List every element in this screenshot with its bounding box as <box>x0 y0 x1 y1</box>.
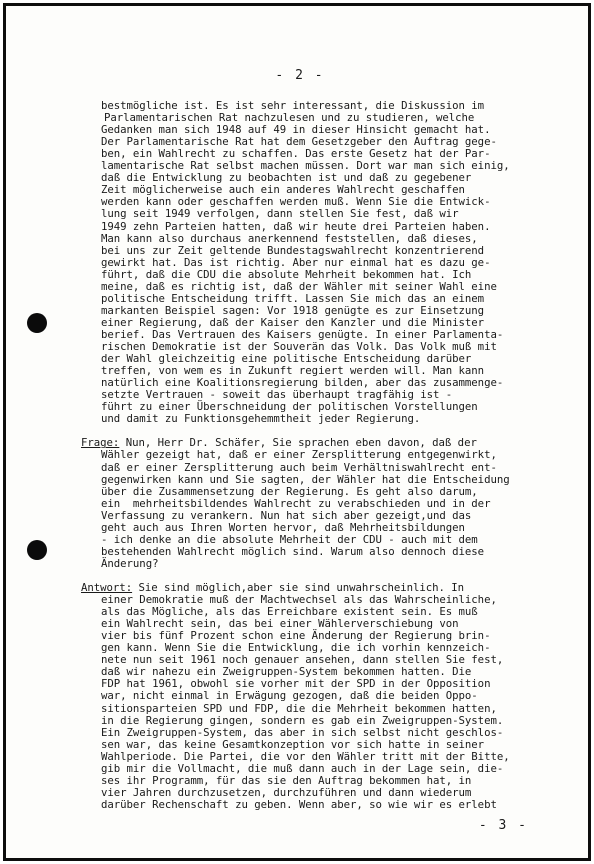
text-line <box>101 329 503 340</box>
text-line <box>101 630 490 641</box>
text-line <box>101 642 490 653</box>
text-line <box>101 353 471 364</box>
line-text: einer Demokratie muß der Machtwechsel als das Wahrscheinliche, <box>101 593 497 607</box>
text-line <box>101 486 478 497</box>
text-line <box>101 534 478 545</box>
text-line <box>101 305 484 316</box>
line-text: Parlamentarischen Rat nachzulesen und zu studieren, welche <box>104 111 475 125</box>
text-line <box>101 365 484 376</box>
text-line <box>101 751 510 762</box>
text-line <box>104 112 474 123</box>
text-line <box>101 546 484 557</box>
text-line <box>101 666 471 677</box>
text-line <box>101 510 471 521</box>
text-line <box>101 413 420 424</box>
text-line <box>101 775 471 786</box>
text-line <box>101 727 503 738</box>
text-line <box>101 293 484 304</box>
line-text: ein Wahlrecht sein, das bei einer Wählerverschiebung von <box>101 617 459 631</box>
line-text: - ich denke an die absolute Mehrheit der CDU - auch mit dem <box>101 532 478 546</box>
text-line <box>101 100 484 111</box>
text-line <box>101 341 497 352</box>
text-line <box>101 317 484 328</box>
text-line <box>81 582 464 593</box>
text-line <box>101 184 465 195</box>
line-text: über die Zusammensetzung der Regierung. Es geht also darum, <box>101 484 478 498</box>
line-text: ses ihr Programm, für das sie den Auftrag bekommen hat, in <box>101 773 472 787</box>
line-text: werden kann oder geschaffen werden muß. Wenn Sie die Entwick- <box>101 195 491 209</box>
text-line <box>101 269 471 280</box>
text-line <box>101 522 465 533</box>
punch-hole-top <box>27 313 47 333</box>
line-text: vier Jahren durchzusetzen, durchzuführen und dann wiederum <box>101 785 472 799</box>
text-line <box>101 221 490 232</box>
text-line <box>101 739 484 750</box>
line-text: vier bis fünf Prozent schon eine Änderung der Regierung brin- <box>101 629 491 643</box>
text-line <box>101 763 503 774</box>
text-line <box>101 172 471 183</box>
line-text: Gedanken man sich 1948 auf 49 in dieser Hinsicht gemacht hat. <box>101 123 491 137</box>
text-line <box>101 245 484 256</box>
line-text: 1949 zehn Parteien hatten, daß wir heute drei Parteien haben. <box>101 219 491 233</box>
line-text: gen kann. Wenn Sie die Entwicklung, die ich vorhin kennzeich- <box>101 641 491 655</box>
line-text: gib mir die Vollmacht, die muß dann auch in der Lage sein, die- <box>101 761 504 775</box>
line-text: ben, ein Wahlrecht zu schaffen. Das erste Gesetz hat der Par- <box>101 147 491 161</box>
text-line <box>101 690 478 701</box>
next-page-marker: - 3 - <box>478 818 528 833</box>
line-text: Änderung? <box>101 556 159 570</box>
line-text: Zeit möglicherweise auch ein anderes Wahlrecht geschaffen <box>101 183 465 197</box>
line-text: Man kann also durchaus anerkennend feststellen, daß dieses, <box>101 231 478 245</box>
text-line <box>101 703 497 714</box>
line-text: lung seit 1949 verfolgen, dann stellen Sie fest, daß wir <box>101 207 459 221</box>
line-text: und damit zu Funktionsgehemmtheit jeder Regierung. <box>101 412 421 426</box>
page-number-header: - 2 - <box>275 68 325 83</box>
line-text: daß die Entwicklung zu beobachten ist und daß zu gegebener <box>101 171 472 185</box>
text-line <box>101 196 490 207</box>
line-text: setzte Vertrauen - soweit das überhaupt tragfähig ist - <box>101 388 453 402</box>
line-text: treffen, von wem es in Zukunft regiert werden will. Man kann <box>101 364 485 378</box>
text-line <box>101 594 497 605</box>
line-text: daß er einer Zersplitterung auch beim Verhältniswahlrecht ent- <box>101 460 497 474</box>
line-text: gegenwirken kann und Sie sagten, der Wähler hat die Entscheidung <box>101 472 510 486</box>
line-text: daß wir nahezu ein Zweigruppen-System bekommen hatten. Die <box>101 665 472 679</box>
text-line <box>101 160 510 171</box>
line-text: bestehenden Wahlrecht möglich sind. Warum also dennoch diese <box>101 544 485 558</box>
line-text: Verfassung zu verankern. Nun hat sich aber gezeigt,und das <box>101 508 472 522</box>
line-text: natürlich eine Koalitionsregierung bilden, aber das zusammenge- <box>101 376 504 390</box>
line-text: als das Mögliche, als das Erreichbare existent sein. Es muß <box>101 605 478 619</box>
text-line <box>101 449 497 460</box>
text-line <box>101 124 490 135</box>
text-line <box>101 606 478 617</box>
text-line <box>101 233 478 244</box>
line-text: politische Entscheidung trifft. Lassen Sie mich das an einem <box>101 291 485 305</box>
line-text: sitionsparteien SPD und FDP, die die Mehrheit bekommen hatten, <box>101 701 497 715</box>
text-line <box>101 281 497 292</box>
text-line <box>101 498 490 509</box>
line-text: Sie sind möglich,aber sie sind unwahrscheinlich. In <box>132 581 465 594</box>
speaker-label: Frage: <box>81 436 120 450</box>
line-text: gewirkt hat. Das ist richtig. Aber nur einmal hat es dazu ge- <box>101 255 491 269</box>
line-text: bestmögliche ist. Es ist sehr interessant, die Diskussion im <box>101 99 485 112</box>
line-text: Der Parlamentarische Rat hat dem Gesetzgeber den Auftrag gege- <box>101 135 497 149</box>
text-line <box>101 787 471 798</box>
line-text: führt zu einer Überschneidung der politischen Vorstellungen <box>101 400 478 414</box>
line-text: in die Regierung gingen, sondern es gab ein Zweigruppen-System. <box>101 713 504 727</box>
line-text: lamentarische Rat selbst machen müssen. Dort war man sich einig, <box>101 159 510 173</box>
text-line <box>81 437 477 448</box>
line-text: markanten Beispiel sagen: Vor 1918 genügte es zur Einsetzung <box>101 303 485 317</box>
text-line <box>101 257 490 268</box>
text-line <box>101 148 490 159</box>
text-line <box>101 377 503 388</box>
text-line <box>101 558 158 569</box>
text-line <box>101 654 503 665</box>
line-text: Wahlperiode. Die Partei, die vor den Wähler tritt mit der Bitte, <box>101 749 510 763</box>
line-text: führt, daß die CDU die absolute Mehrheit bekommen hat. Ich <box>101 267 472 281</box>
text-line <box>101 136 497 147</box>
line-text: der Wahl gleichzeitig eine politische Entscheidung darüber <box>101 352 472 366</box>
text-line <box>101 474 510 485</box>
line-text: war, nicht einmal in Erwägung gezogen, daß die beiden Oppo- <box>101 689 478 703</box>
text-line <box>101 208 459 219</box>
document-page <box>3 3 591 861</box>
speaker-label: Antwort: <box>81 581 133 594</box>
text-line <box>101 799 497 810</box>
line-text: darüber Rechenschaft zu geben. Wenn aber, so wie wir es erlebt <box>101 797 497 811</box>
line-text: FDP hat 1961, obwohl sie vorher mit der SPD in der Opposition <box>101 677 491 691</box>
line-text: meine, daß es richtig ist, daß der Wähler mit seiner Wahl eine <box>101 279 497 293</box>
line-text: Wähler gezeigt hat, daß er einer Zersplitterung entgegenwirkt, <box>101 448 497 462</box>
line-text: nete nun seit 1961 noch genauer ansehen, dann stellen Sie fest, <box>101 653 504 667</box>
line-text: Ein Zweigruppen-System, das aber in sich selbst nicht geschlos- <box>101 725 504 739</box>
text-line <box>101 389 452 400</box>
line-text: geht auch aus Ihren Worten hervor, daß Mehrheitsbildungen <box>101 520 465 534</box>
text-line <box>101 462 497 473</box>
punch-hole-bottom <box>27 540 47 560</box>
text-line <box>101 401 478 412</box>
text-line <box>101 715 503 726</box>
line-text: sen war, das keine Gesamtkonzeption vor sich hatte in seiner <box>101 737 485 751</box>
text-line <box>101 678 490 689</box>
line-text: rischen Demokratie ist der Souverän das Volk. Das Volk muß mit <box>101 340 497 353</box>
line-text: Nun, Herr Dr. Schäfer, Sie sprachen eben davon, daß der <box>119 436 477 450</box>
line-text: ein mehrheitsbildendes Wahlrecht zu verabschieden und in der <box>101 496 491 510</box>
line-text: berief. Das Vertrauen des Kaisers genügte. In einer Parlamenta- <box>101 327 504 341</box>
line-text: einer Regierung, daß der Kaiser den Kanzler und die Minister <box>101 315 485 329</box>
line-text: bei uns zur Zeit geltende Bundestagswahlrecht konzentrierend <box>101 243 485 257</box>
text-line <box>101 618 459 629</box>
